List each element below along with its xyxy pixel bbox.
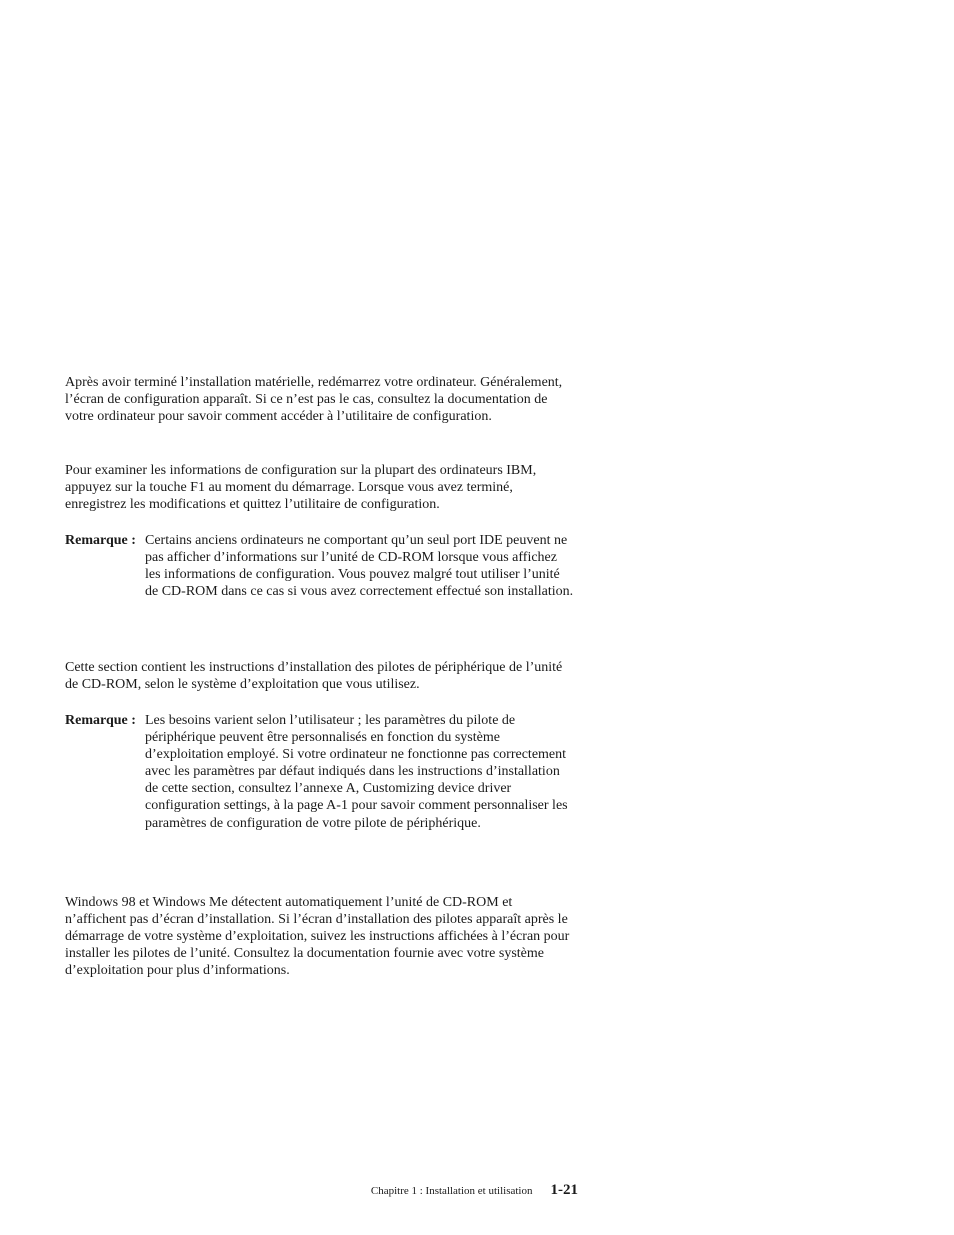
- note-settings: [65, 712, 575, 832]
- note-ide: [65, 532, 575, 600]
- footer-chapter-title: Chapitre 1 : Installation et utilisation: [370, 1185, 533, 1197]
- note-label: Remarque :: [65, 713, 136, 728]
- paragraph-windows: Windows 98 et Windows Me détectent automatiquement l’unité de CD-ROM et n’affichent pas d’écran d’installation. Si l’écran d’installation des pilotes apparaît après le démarrage de votre système d’exploitation, suivez les instructions affichées à l’écran pour installer les pilotes de l’unité. Consultez la documentation fournie avec votre système d’exploitation pour plus d’informations.: [65, 895, 570, 979]
- page-footer: [371, 1182, 578, 1199]
- note-label: Remarque :: [65, 533, 136, 548]
- paragraph-restart: Après avoir terminé l’installation matérielle, redémarrez votre ordinateur. Généralement, l’écran de configuration apparaît. Si ce n’est pas le cas, consultez la documentation de votre ordinateur pour savoir comment accéder à l’utilitaire de configuration.: [65, 375, 563, 425]
- footer-page-number: 1-21: [550, 1182, 578, 1198]
- paragraph-examine-configuration: Pour examiner les informations de configuration sur la plupart des ordinateurs IBM, appuyez sur la touche F1 au moment du démarrage. Lorsque vous avez terminé, enregistrez les modifications et quittez l’utilitaire de configuration.: [65, 463, 537, 513]
- note-body: Les besoins varient selon l’utilisateur ; les paramètres du pilote de périphérique peuvent être personnalisés en fonction du système d’exploitation employé. Si votre ordinateur ne fonctionne pas correctement avec les paramètres par défaut indiqués dans les instructions d’installation de cette section, consultez l’annexe A, Customizing device driver configuration settings, à la page A-1 pour savoir comment personnaliser les paramètres de configuration de votre pilote de périphérique.: [145, 713, 568, 831]
- paragraph-drivers-intro: Cette section contient les instructions d’installation des pilotes de périphérique de l’unité de CD-ROM, selon le système d’exploitation que vous utilisez.: [65, 660, 563, 693]
- note-body: Certains anciens ordinateurs ne comportant qu’un seul port IDE peuvent ne pas afficher d’informations sur l’unité de CD-ROM lorsque vous affichez les informations de configuration. Vous pouvez malgré tout utiliser l’unité de CD-ROM dans ce cas si vous avez correctement effectué son installation.: [145, 533, 574, 600]
